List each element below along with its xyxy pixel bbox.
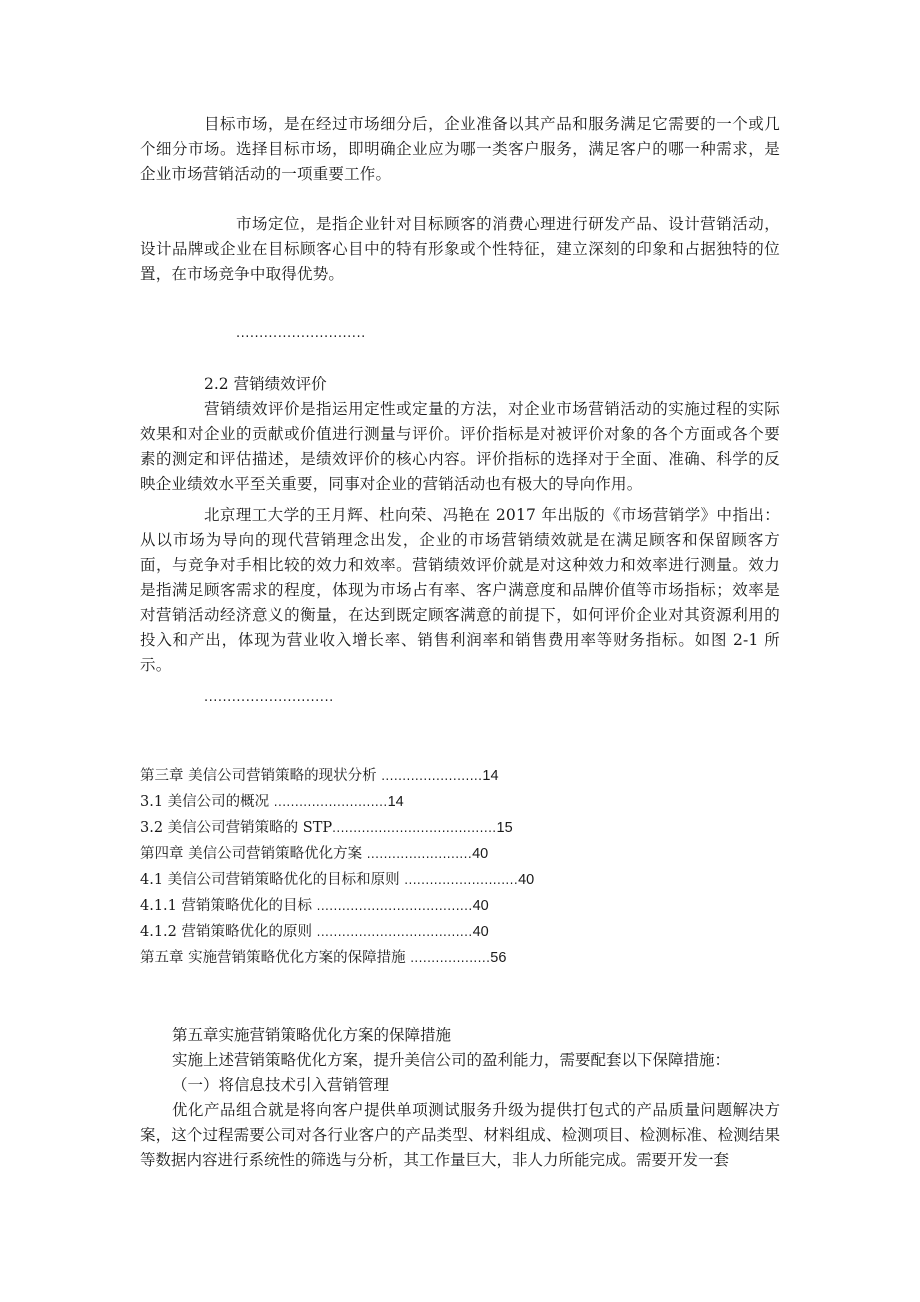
subsection-heading-1: （一）将信息技术引入营销管理 [172,1076,390,1094]
toc-page: 40 [472,846,489,862]
chapter-5-intro: 实施上述营销策略优化方案，提升美信公司的盈利能力，需要配套以下保障措施： [172,1051,731,1069]
toc-entry[interactable] [140,815,780,841]
toc-page: 40 [472,898,489,914]
toc-title: 3.1 美信公司的概况 [140,794,274,810]
paragraph-bit-study: 北京理工大学的王月辉、杜向荣、冯艳在 2017 年出版的《市场营销学》中指出：从以市场为导向的现代营销理念出发，企业的市场营销绩效就是在满足顾客和保留顾客方面，与竞争对手相比较的效力和效率。营销绩效评价就是对这种效力和效率进行测量。效力是指满足顾客需求的程度，体现为市场占有率、客户满意度和品牌价值等市场指标；效率是对营销活动经济意义的衡量，在达到既定顾客满意的前提下，如何评价企业对其资源利用的投入和产出，体现为营业收入增长率、销售利润率和销售费用率等财务指标。如图 2-1 所示。 [140,506,780,674]
toc-title: 3.2 美信公司营销策略的 STP [140,820,333,836]
toc-title: 第四章 美信公司营销策略优化方案 [140,846,367,862]
toc-title: 第五章 实施营销策略优化方案的保障措施 [140,950,411,966]
paragraph-product-portfolio: 优化产品组合就是将向客户提供单项测试服务升级为提供打包式的产品质量问题解决方案，这个过程需要公司对各行业客户的产品类型、材料组成、检测项目、检测标准、检测结果等数据内容进行系统性的筛选与分析，其工作量巨大，非人力所能完成。需要开发一套 [140,1101,780,1169]
toc-entry[interactable] [140,893,780,919]
table-of-contents [140,763,780,971]
toc-page: 56 [490,950,507,966]
toc-entry[interactable] [140,867,780,893]
toc-page: 15 [496,820,513,836]
paragraph-performance-evaluation: 营销绩效评价是指运用定性或定量的方法，对企业市场营销活动的实施过程的实际效果和对企业的贡献或价值进行测量与评价。评价指标是对被评价对象的各个方面或各个要素的测定和评估描述，是绩效评价的核心内容。评价指标的选择对于全面、准确、科学的反映企业绩效水平至关重要，同事对企业的营销活动也有极大的导向作用。 [140,400,780,493]
toc-dots: ..................................... [316,899,473,913]
section-heading-2-2: 2.2 营销绩效评价 [204,375,327,393]
toc-dots: ........................ [381,769,483,783]
paragraph-market-positioning: 市场定位，是指企业针对目标顾客的消费心理进行研发产品、设计营销活动，设计品牌或企业在目标顾客心目中的特有形象或个性特征，建立深刻的印象和占据独特的位置，在市场竞争中取得优势。 [140,215,780,283]
toc-page: 40 [518,872,535,888]
toc-page: 14 [482,768,499,784]
toc-entry[interactable] [140,919,780,945]
ellipsis-2: ............................ [204,690,334,705]
toc-entry[interactable] [140,763,780,789]
toc-page: 14 [387,794,404,810]
toc-title: 4.1.1 营销策略优化的目标 [140,898,317,914]
toc-dots: ..................................... [316,925,473,939]
toc-title: 第三章 美信公司营销策略的现状分析 [140,768,382,784]
toc-entry[interactable] [140,841,780,867]
toc-entry[interactable] [140,945,780,971]
toc-dots: ........................... [273,795,388,809]
chapter-5-heading: 第五章实施营销策略优化方案的保障措施 [172,1026,452,1044]
ellipsis-1: ............................ [236,326,366,341]
toc-dots: ......................... [366,847,473,861]
toc-page: 40 [472,924,489,940]
toc-dots: ....................................... [332,821,497,835]
toc-dots: ........................... [404,873,519,887]
toc-title: 4.1.2 营销策略优化的原则 [140,924,317,940]
toc-dots: ................... [410,951,491,965]
toc-entry[interactable] [140,789,780,815]
paragraph-target-market: 目标市场，是在经过市场细分后，企业准备以其产品和服务满足它需要的一个或几个细分市场。选择目标市场，即明确企业应为哪一类客户服务，满足客户的哪一种需求，是企业市场营销活动的一项重要工作。 [140,115,780,183]
toc-title: 4.1 美信公司营销策略优化的目标和原则 [140,872,405,888]
